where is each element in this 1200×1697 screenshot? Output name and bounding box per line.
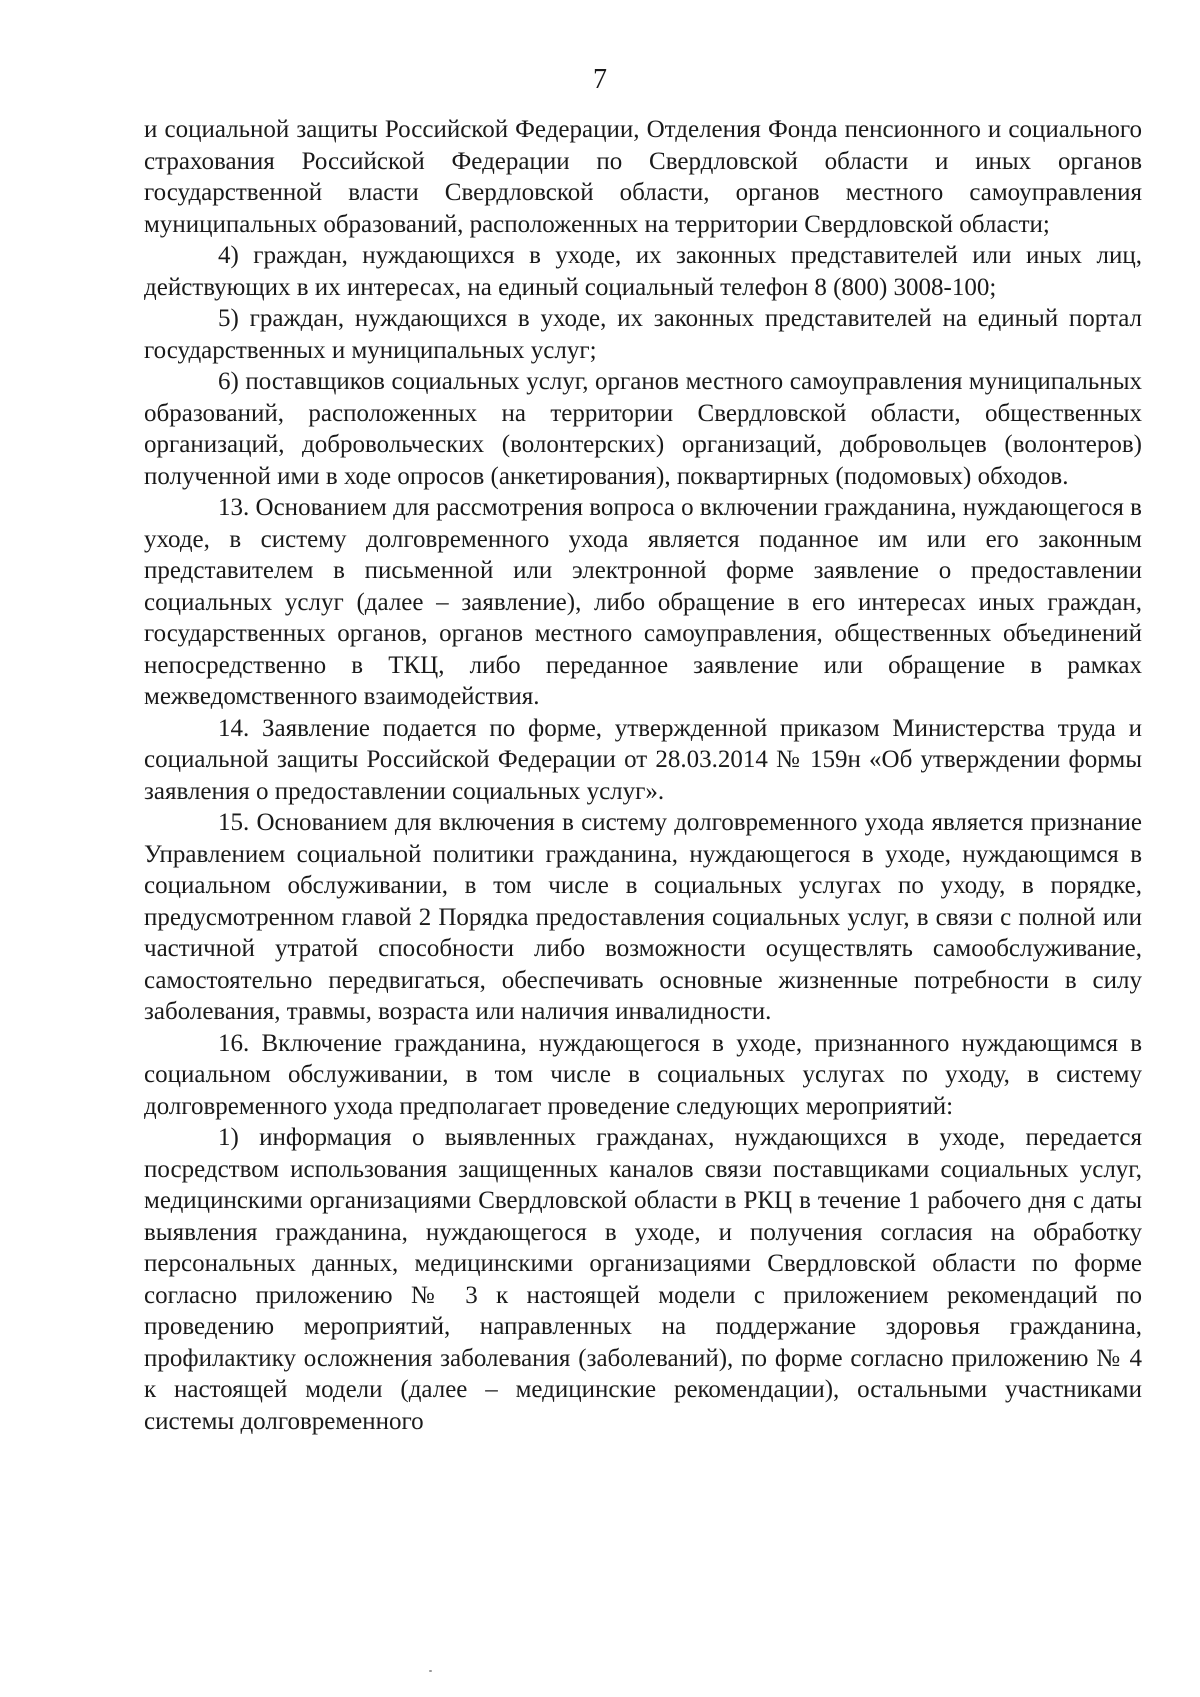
document-body <box>144 114 1142 1437</box>
paragraph-item-4: 4) граждан, нуждающихся в уходе, их законных представителей или иных лиц, действующих в их интересах, на единый социальный телефон 8 (800) 3008-100; <box>144 242 1142 301</box>
page-number: 7 <box>593 64 607 95</box>
paragraph-continuation: и социальной защиты Российской Федерации, Отделения Фонда пенсионного и социального страхования Российской Федерации по Свердловской области и иных органов государственной власти Свердловской области, органов местного самоуправления муниципальных образований, расположенных на территории Свердловской области; <box>144 116 1142 238</box>
paragraph-clause-15: 15. Основанием для включения в систему долговременного ухода является признание Управлением социальной политики гражданина, нуждающегося в уходе, нуждающимся в социальном обслуживании, в том числе в социальных услугах по уходу, в порядке, предусмотренном главой 2 Порядка предоставления социальных услуг, в связи с полной или частичной утратой способности либо возможности осуществлять самообслуживание, самостоятельно передвигаться, обеспечивать основные жизненные потребности в силу заболевания, травмы, возраста или наличия инвалидности. <box>144 809 1142 1025</box>
paragraph-item-5: 5) граждан, нуждающихся в уходе, их законных представителей на единый портал государственных и муниципальных услуг; <box>144 305 1142 364</box>
paragraph-clause-13: 13. Основанием для рассмотрения вопроса о включении гражданина, нуждающегося в уходе, в систему долговременного ухода является поданное им или его законным представителем в письменной или электронной форме заявление о предоставлении социальных услуг (далее – заявление), либо обращение в его интересах иных граждан, государственных органов, органов местного самоуправления, общественных объединений непосредственно в ТКЦ, либо переданное заявление или обращение в рамках межведомственного взаимодействия. <box>144 494 1142 710</box>
paragraph-item-6: 6) поставщиков социальных услуг, органов местного самоуправления муниципальных образований, расположенных на территории Свердловской области, общественных организаций, добровольческих (волонтерских) организаций, добровольцев (волонтеров) полученной ими в ходе опросов (анкетирования), поквартирных (подомовых) обходов. <box>144 368 1142 490</box>
paragraph-clause-16-item-1: 1) информация о выявленных гражданах, нуждающихся в уходе, передается посредством использования защищенных каналов связи поставщиками социальных услуг, медицинскими организациями Свердловской области в РКЦ в течение 1 рабочего дня с даты выявления гражданина, нуждающегося в уходе, и получения согласия на обработку персональных данных, медицинскими организациями Свердловской области по форме согласно приложению № 3 к настоящей модели с приложением рекомендаций по проведению мероприятий, направленных на поддержание здоровья гражданина, профилактику осложнения заболевания (заболеваний), по форме согласно приложению № 4 к настоящей модели (далее – медицинские рекомендации), остальными участниками системы долговременного <box>144 1124 1142 1435</box>
paragraph-clause-14: 14. Заявление подается по форме, утвержденной приказом Министерства труда и социальной защиты Российской Федерации от 28.03.2014 № 159н «Об утверждении формы заявления о предоставлении социальных услуг». <box>144 714 1142 805</box>
scan-artifact <box>429 1670 432 1672</box>
paragraph-clause-16: 16. Включение гражданина, нуждающегося в уходе, признанного нуждающимся в социальном обслуживании, в том числе в социальных услугах по уходу, в систему долговременного ухода предполагает проведение следующих мероприятий: <box>144 1029 1142 1120</box>
